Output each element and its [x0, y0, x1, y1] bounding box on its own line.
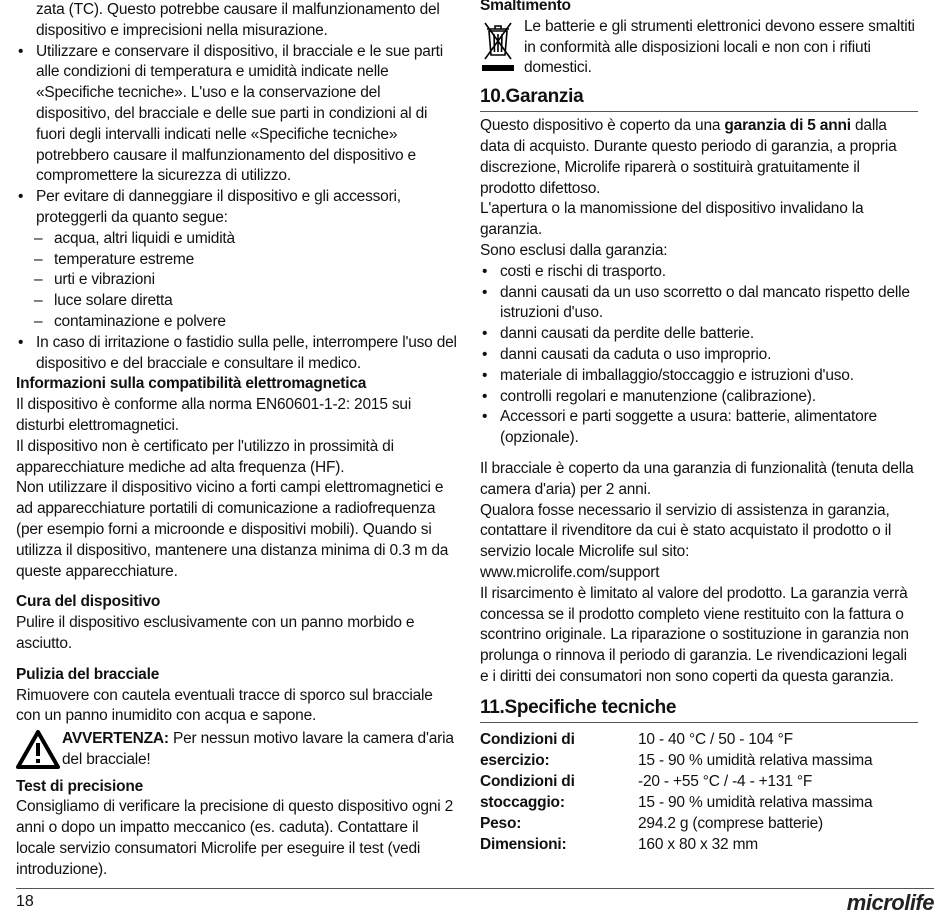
list-item: • materiale di imballaggio/stoccaggio e istruzioni d'uso.	[480, 366, 918, 387]
accuracy-test-heading: Test di precisione	[16, 777, 144, 795]
spec-value-line: 15 - 90 % umidità relativa massima	[638, 793, 873, 811]
warning-text	[62, 729, 458, 771]
emc-paragraph: Non utilizzare il dispositivo vicino a forti campi elettromagnetici e ad apparecchiature portatili di comunicazione a radiofrequenza (per esempio forni a microonde e dispositivi mobili). Quando si utilizza il dispositivo, mantenere una distanza minima di 0.3 m da queste apparecchiature.	[16, 479, 449, 580]
emc-paragraph: Il dispositivo non è certificato per l'utilizzo in prossimità di apparecchiature mediche ad alta frequenza (HF).	[16, 437, 394, 476]
spec-value: 160 x 80 x 32 mm	[638, 835, 758, 853]
intro-line-2: dispositivo e imprecisioni nella misurazione.	[36, 21, 328, 39]
warning-box	[16, 729, 458, 771]
support-url: www.microlife.com/support	[480, 563, 660, 581]
list-item: • danni causati da caduta o uso improprio.	[480, 345, 918, 366]
disposal-text: Le batterie e gli strumenti elettronici devono essere smaltiti in conformità alle disposizioni locali e non con i rifiuti domestici.	[524, 17, 915, 77]
spec-value-line: 15 - 90 % umidità relativa massima	[638, 751, 873, 769]
spec-value-line: -20 - +55 °C / -4 - +131 °F	[638, 772, 813, 790]
page-number: 18	[16, 893, 34, 910]
emc-heading: Informazioni sulla compatibilità elettromagnetica	[16, 375, 367, 393]
precautions-list	[16, 42, 458, 375]
warranty-paragraph: L'apertura o la manomissione del dispositivo invalidano la garanzia.	[480, 200, 864, 239]
intro-line-1: zata (TC). Questo potrebbe causare il malfunzionamento del	[36, 1, 440, 18]
list-item: • Utilizzare e conservare il dispositivo, il bracciale e le sue parti alle condizioni di temperatura e umidità indicate nelle «Specifiche tecniche». L'uso e la conservazione del dispositivo, del bracciale e delle sue parti in condizioni al di fuori degli intervalli indicati nelle «Specifiche tecniche» potrebbero causare il malfunzionamento del dispositivo e compromettere la sicurezza di utilizzo.	[16, 42, 458, 188]
protection-list	[16, 229, 458, 333]
disposal-heading: Smaltimento	[480, 0, 571, 14]
emc-paragraph: Il dispositivo è conforme alla norma EN60601-1-2: 2015 sui disturbi elettromagnetici.	[16, 396, 412, 434]
warranty-paragraph: Il risarcimento è limitato al valore del prodotto. La garanzia verrà concessa se il prodotto completo viene restituito con la fattura o scontrino originale. La riparazione o sostituzione in garanzia non prolunga o rinnova il periodo di garanzia. Le rivendicazioni legali e i diritti dei consumatori non sono coperti da questa garanzia.	[480, 584, 909, 685]
table-row	[480, 834, 918, 855]
warning-triangle-icon	[16, 729, 60, 769]
list-item-text: Per evitare di danneggiare il dispositivo e gli accessori, proteggerli da quanto segue:	[36, 188, 401, 226]
warranty-paragraph	[480, 116, 918, 199]
care-heading: Cura del dispositivo	[16, 593, 161, 611]
cuff-cleaning-paragraph: Rimuovere con cautela eventuali tracce di sporco sul bracciale con un panno inumidito con acqua e sapone.	[16, 686, 433, 725]
disposal-block	[480, 17, 918, 79]
list-item	[16, 187, 458, 333]
spec-key: Peso:	[480, 814, 522, 832]
care-paragraph: Pulire il dispositivo esclusivamente con un panno morbido e asciutto.	[16, 614, 415, 652]
warranty-paragraph: Il bracciale è coperto da una garanzia di funzionalità (tenuta della camera d'aria) per 2 anni.	[480, 459, 914, 498]
warning-message: Per nessun motivo lavare la camera d'aria del bracciale!	[62, 730, 454, 768]
accuracy-test-paragraph: Consigliamo di verificare la precisione di questo dispositivo ogni 2 anni o dopo un impatto meccanico (es. caduta). Contattare il locale servizio consumatori Microlife per eseguire il test (vedi introduzione).	[16, 798, 453, 878]
warranty-heading: 10.Garanzia	[480, 85, 918, 112]
footer-divider	[16, 888, 934, 889]
warranty-duration: garanzia di 5 anni	[724, 117, 851, 135]
list-item: • In caso di irritazione o fastidio sulla pelle, interrompere l'uso del dispositivo e del bracciale e consultare il medico.	[16, 333, 458, 375]
left-column	[16, 0, 458, 881]
list-item: – contaminazione e polvere	[16, 312, 458, 333]
list-item: • danni causati da perdite delle batterie.	[480, 324, 918, 345]
table-row	[480, 771, 918, 813]
list-item: – acqua, altri liquidi e umidità	[16, 229, 458, 250]
list-item: • Accessori e parti soggette a usura: batterie, alimentatore (opzionale).	[480, 407, 918, 449]
spec-value: 294.2 g (comprese batterie)	[638, 814, 824, 832]
spec-key: Condizioni di esercizio:	[480, 730, 575, 769]
spec-value	[638, 771, 918, 813]
warranty-text: Questo dispositivo è coperto da una	[480, 117, 725, 135]
warning-label: AVVERTENZA:	[62, 730, 169, 748]
crossed-bin-icon	[480, 17, 516, 73]
table-row	[480, 813, 918, 834]
list-item: • costi e rischi di trasporto.	[480, 262, 918, 283]
list-item: – luce solare diretta	[16, 291, 458, 312]
cuff-cleaning-heading: Pulizia del bracciale	[16, 665, 160, 683]
list-item: • controlli regolari e manutenzione (calibrazione).	[480, 387, 918, 408]
table-row	[480, 729, 918, 771]
specs-table	[480, 729, 918, 855]
list-item: – temperature estreme	[16, 250, 458, 271]
spec-key: Condizioni di stoccaggio:	[480, 772, 575, 811]
brand-logo: microlife	[846, 890, 934, 915]
warranty-paragraph: Qualora fosse necessario il servizio di assistenza in garanzia, contattare il rivenditore da cui è stato acquistato il prodotto o il servizio locale Microlife sul sito:	[480, 501, 892, 561]
spec-value	[638, 729, 918, 771]
list-item: • danni causati da un uso scorretto o dal mancato rispetto delle istruzioni d'uso.	[480, 283, 918, 325]
warranty-paragraph: Sono esclusi dalla garanzia:	[480, 241, 668, 259]
exclusions-list	[480, 262, 918, 449]
list-item: – urti e vibrazioni	[16, 270, 458, 291]
specs-heading: 11.Specifiche tecniche	[480, 696, 918, 723]
spec-value-line: 10 - 40 °C / 50 - 104 °F	[638, 730, 793, 748]
warranty-text: dalla data di acquisto. Durante questo periodo di garanzia, a propria discrezione, Microlife riparerà o sostituirà gratuitamente il prodotto difettoso.	[480, 117, 897, 197]
spec-key: Dimensioni:	[480, 835, 567, 853]
right-column	[480, 0, 918, 855]
